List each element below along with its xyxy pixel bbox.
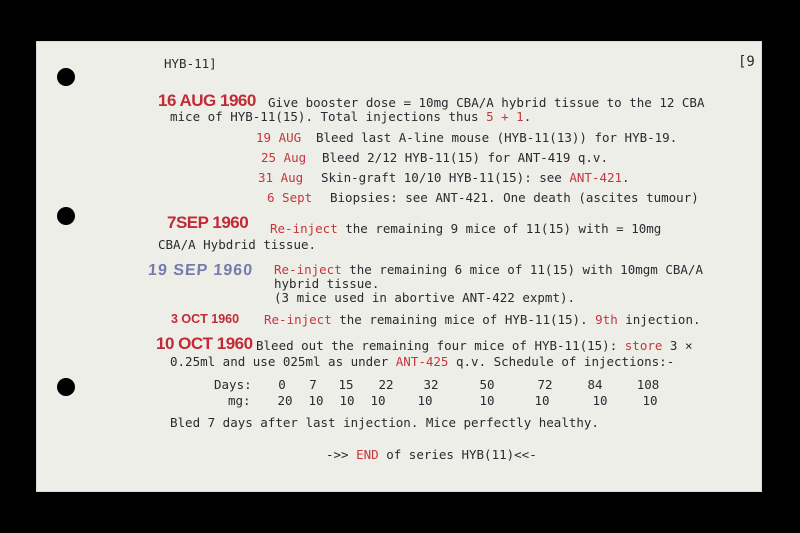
date-stamp: 7SEP 1960 <box>167 213 249 232</box>
entry-text: Skin-graft 10/10 HYB-11(15): see ANT-421. <box>321 170 630 185</box>
punch-hole <box>57 207 75 225</box>
date-stamp: 10 OCT 1960 <box>156 334 253 353</box>
action-label: Re-inject <box>264 312 332 327</box>
entry-text: Biopsies: see ANT-421. One death (ascites tumour) <box>330 190 699 205</box>
entry-text: CBA/A Hybdrid tissue. <box>158 237 317 252</box>
schedule-mg: 10 <box>339 393 355 408</box>
page-number: [9 <box>738 54 755 70</box>
schedule-day: 50 <box>479 377 495 392</box>
schedule-day: 32 <box>423 377 439 392</box>
entry-text: Bleed 2/12 HYB-11(15) for ANT-419 q.v. <box>322 150 608 165</box>
days-label: Days: <box>214 377 252 392</box>
entry-text: Give booster dose = 10mg CBA/A hybrid tissue to the 12 CBA <box>268 95 705 110</box>
date-stamp: 3 OCT 1960 <box>171 312 240 326</box>
schedule-day: 84 <box>587 377 603 392</box>
schedule-mg: 10 <box>370 393 386 408</box>
entry-text: Bleed last A-line mouse (HYB-11(13)) for HYB-19. <box>316 130 678 145</box>
schedule-mg: 20 <box>277 393 293 408</box>
date-label: 6 Sept <box>267 190 313 205</box>
reference-link: ANT-421 <box>569 170 623 185</box>
punch-hole <box>57 68 75 86</box>
entry-text: 0.25ml and use 025ml as under ANT-425 q.v. Schedule of injections:- <box>170 354 675 369</box>
schedule-day: 7 <box>309 377 317 392</box>
date-label: 31 Aug <box>258 170 304 185</box>
store-label: store <box>624 338 663 353</box>
entry-text: (3 mice used in abortive ANT-422 expmt). <box>274 290 576 305</box>
entry-text: Re-inject the remaining 9 mice of 11(15) with = 10mg <box>270 221 662 236</box>
punch-hole <box>57 378 75 396</box>
date-label: 25 Aug <box>261 150 307 165</box>
injection-count: 5 + 1 <box>486 109 524 124</box>
schedule-day: 72 <box>537 377 553 392</box>
injection-number: 9th <box>595 312 618 327</box>
schedule-mg: 10 <box>308 393 324 408</box>
date-label: 19 AUG <box>256 130 302 145</box>
schedule-day: 108 <box>636 377 660 392</box>
reference-link: ANT-425 <box>395 354 449 369</box>
action-label: Re-inject <box>274 262 342 277</box>
schedule-day: 15 <box>338 377 354 392</box>
schedule-mg: 10 <box>592 393 608 408</box>
end-label: END <box>356 447 379 462</box>
entry-text: hybrid tissue. <box>274 276 380 291</box>
entry-text: Re-inject the remaining mice of HYB-11(15). 9th injection. <box>264 312 701 327</box>
footer-note: Bled 7 days after last injection. Mice perfectly healthy. <box>170 415 599 430</box>
end-marker: ->> END of series HYB(11)<<- <box>326 447 537 462</box>
card-reference: HYB-11] <box>164 56 217 71</box>
date-stamp-faded: 19 SEP 1960 <box>147 262 254 279</box>
date-stamp: 16 AUG 1960 <box>158 91 256 110</box>
schedule-day: 22 <box>378 377 394 392</box>
schedule-mg: 10 <box>534 393 550 408</box>
arrow-right-icon: ->> <box>326 447 349 462</box>
entry-text: Bleed out the remaining four mice of HYB-11(15): store 3 × <box>256 338 693 353</box>
action-label: Re-inject <box>270 221 338 236</box>
arrow-left-icon: <<- <box>514 447 537 462</box>
schedule-day: 0 <box>278 377 286 392</box>
schedule-mg: 10 <box>642 393 658 408</box>
schedule-mg: 10 <box>479 393 495 408</box>
schedule-mg: 10 <box>417 393 433 408</box>
entry-text: mice of HYB-11(15). Total injections thus 5 + 1. <box>170 109 532 124</box>
mg-label: mg: <box>228 393 251 408</box>
entry-text: Re-inject the remaining 6 mice of 11(15) with 10mgm CBA/A <box>274 262 703 277</box>
